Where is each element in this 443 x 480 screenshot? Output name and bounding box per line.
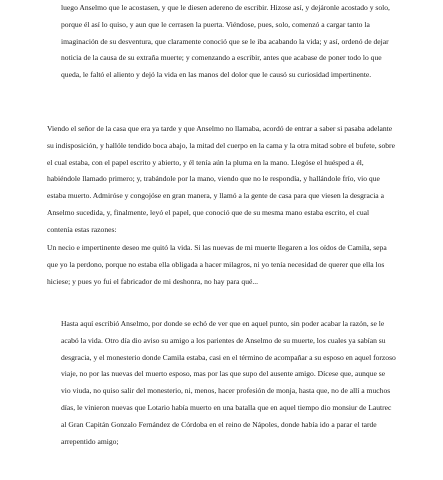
paragraph-1: luego Anselmo que le acostasen, y que le diesen adereno de escribir. Hizose así, y dejáronle acostado y solo, porque él así lo quiso, y aun que le cerrasen la puerta. Viéndose, pues, solo, comenzó a cargar tanto la imaginación de su desventura, que claramente conoció que se le iba acabando la vida; y así, ordenó de dejar noticia de la causa de su extraña muerte; y comenzando a escribir, antes que acabase de poner todo lo que queda, le faltó el aliento y dejó la vida en las manos del dolor que le causó su curiosidad impertinente. <box>61 3 390 80</box>
paragraph-2: Viendo el señor de la casa que era ya tarde y que Anselmo no llamaba, acordó de entrar a saber si pasaba adelante su indisposición, y hallóle tendido boca abajo, la mitad del cuerpo en la cama y la otra mitad sobre el bufete, sobre el cual estaba, con el papel escrito y abierto, y él tenía aún la pluma en la mano. Llegóse el huésped a él, habiéndole llamado primero; y, trabándole por la mano, viendo que no le respondía, y hallándole frío, vio que estaba muerto. Admiróse y congojóse en gran manera, y llamó a la gente de casa para que viesen la desgracia a Anselmo sucedida, y, finalmente, leyó el papel, que conoció que de su mesma mano estaba escrito, el cual contenía estas razones: <box>47 124 395 234</box>
paragraph-3-letter: Un necio e impertinente deseo me quitó la vida. Si las nuevas de mi muerte llegaren a los oídos de Camila, sepa que yo la perdono, porque no estaba ella obligada a hacer milagros, ni yo tenía necesidad de querer que ella los hiciese; y pues yo fui el fabricador de mi deshonra, no hay para qué... <box>47 243 387 286</box>
paragraph-4: Hasta aquí escribió Anselmo, por donde se echó de ver que en aquel punto, sin poder acabar la razón, se le acabó la vida. Otro día dio aviso su amigo a los parientes de Anselmo de su muerte, los cuales ya sabían su desgracia, y el monesterio donde Camila estaba, casi en el término de acompañar a su esposo en aquel forzoso viaje, no por las nuevas del muerto esposo, mas por las que supo del ausente amigo. Dícese que, aunque se vio viuda, no quiso salir del monesterio, ni, menos, hacer profesión de monja, hasta que, no de allí a muchos días, le vinieron nuevas que Lotario había muerto en una batalla que en aquel tiempo dio monsiur de Lautrec al Gran Capitán Gonzalo Fernández de Córdoba en el reino de Nápoles, donde había ido a parar el tarde arrepentido amigo; <box>61 319 396 446</box>
